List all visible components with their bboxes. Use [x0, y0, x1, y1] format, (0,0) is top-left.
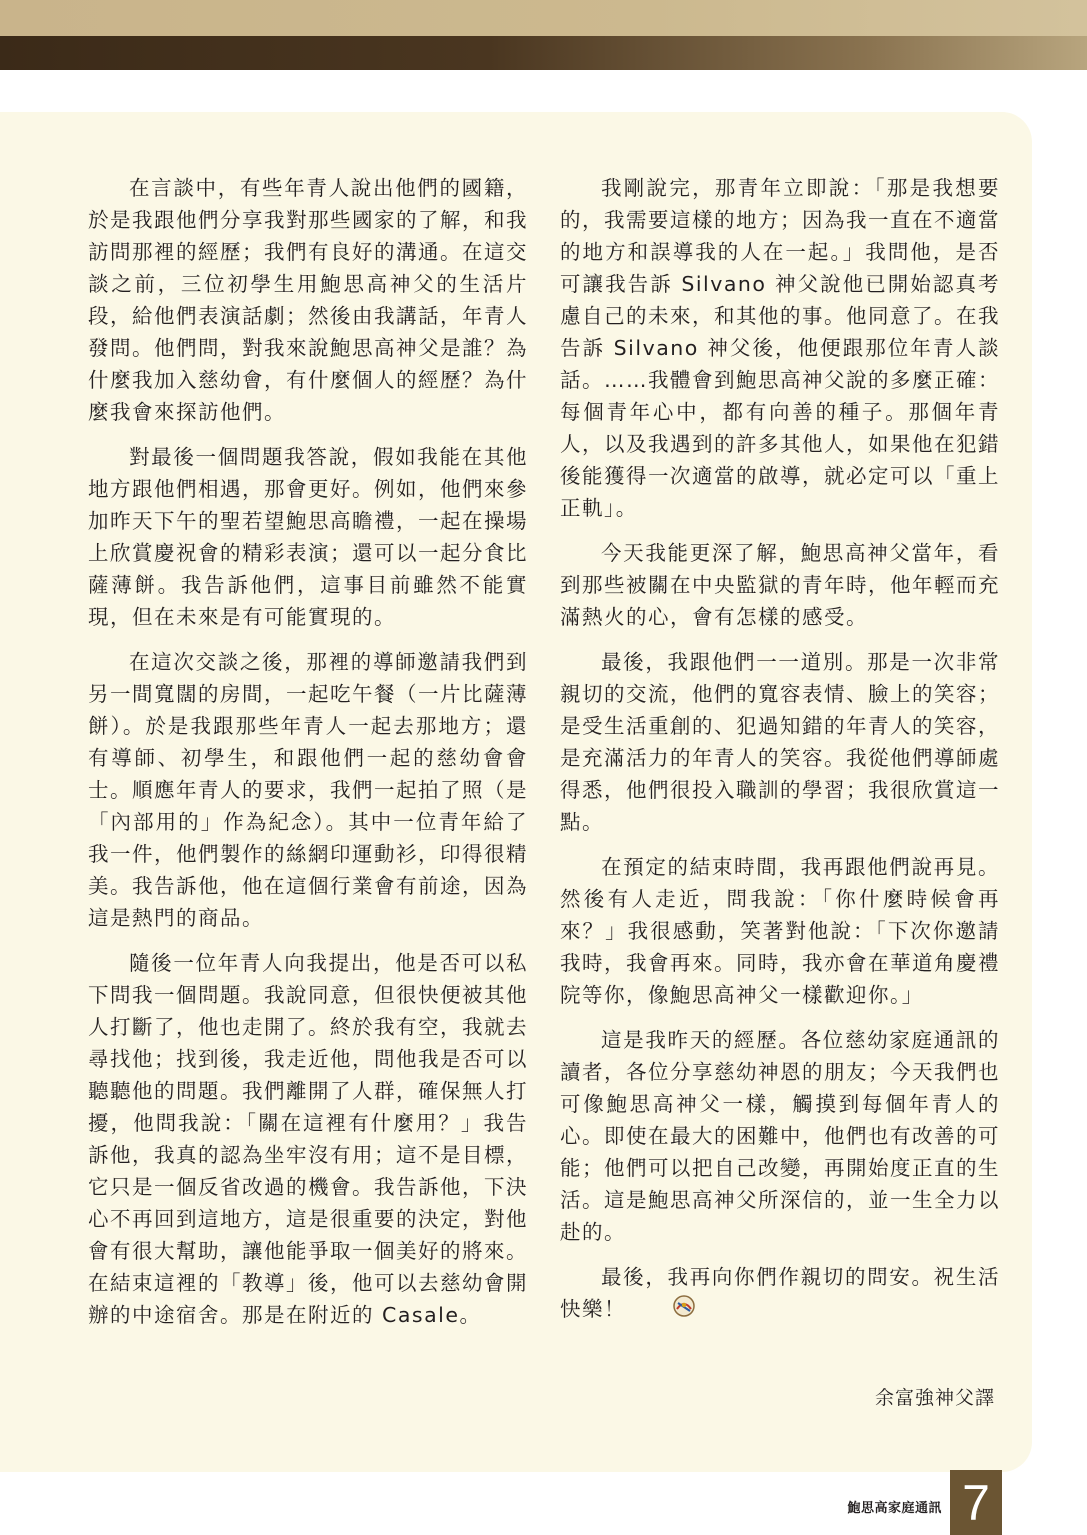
salesian-emblem-icon: [630, 1294, 697, 1327]
article-column-right: [560, 172, 1000, 1340]
publication-title: 鮑思高家庭通訊: [847, 1501, 942, 1516]
paragraph: 這是我昨天的經歷。各位慈幼家庭通訊的讀者，各位分享慈幼神恩的朋友；今天我們也可像鮑思高神父一樣，觸摸到每個年青人的心。即使在最大的困難中，他們也有改善的可能；他們可以把自己改變，再開始度正直的生活。這是鮑思高神父所深信的，並一生全力以赴的。: [560, 1028, 1000, 1244]
paragraph: 今天我能更深了解，鮑思高神父當年，看到那些被關在中央監獄的青年時，他年輕而充滿熱火的心，會有怎樣的感受。: [560, 541, 1000, 629]
paragraph: 在言談中，有些年青人說出他們的國籍，於是我跟他們分享我對那些國家的了解，和我訪問那裡的經歷；我們有良好的溝通。在這交談之前，三位初學生用鮑思高神父的生活片段，給他們表演話劇；然後由我講話，年青人發問。他們問，對我來說鮑思高神父是誰？為什麼我加入慈幼會，有什麼個人的經歷？為什麼我會來探訪他們。: [88, 176, 528, 424]
page-number: 7: [950, 1470, 1002, 1535]
paragraph: 我剛說完，那青年立即說：「那是我想要的，我需要這樣的地方；因為我一直在不適當的地方和誤導我的人在一起。」我問他，是否可讓我告訴 Silvano 神父說他已開始認真考慮自己的未來，和其他的事。他同意了。在我告訴 Silvano 神父後，他便跟那位年青人談話。……我體會到鮑思高神父說的多麼正確：每個青年心中，都有向善的種子。那個年青人，以及我遇到的許多其他人，如果他在犯錯後能獲得一次適當的啟導，就必定可以「重上正軌」。: [560, 176, 1000, 520]
article-column-left: [88, 172, 528, 1344]
paragraph: 隨後一位年青人向我提出，他是否可以私下問我一個問題。我說同意，但很快便被其他人打斷了，他也走開了。終於我有空，我就去尋找他；找到後，我走近他，問他我是否可以聽聽他的問題。我們離開了人群，確保無人打擾，他問我說：「關在這裡有什麼用？」我告訴他，我真的認為坐牢沒有用；這不是目標，它只是一個反省改過的機會。我告訴他，下決心不再回到這地方，這是很重要的決定，對他會有很大幫助，讓他能爭取一個美好的將來。在結束這裡的「教導」後，他可以去慈幼會開辦的中途宿舍。那是在附近的 Casale。: [88, 951, 528, 1327]
closing-text: 最後，我再向你們作親切的問安。祝生活快樂！: [560, 1265, 1000, 1321]
header-band-dark: [0, 36, 1087, 70]
paragraph: 在這次交談之後，那裡的導師邀請我們到另一間寬闊的房間，一起吃午餐（一片比薩薄餅）。於是我跟那些年青人一起去那地方；還有導師、初學生，和跟他們一起的慈幼會會士。順應年青人的要求，我們一起拍了照（是「內部用的」作為紀念）。其中一位青年給了我一件，他們製作的絲網印運動衫，印得很精美。我告訴他，他在這個行業會有前途，因為這是熱門的商品。: [88, 650, 528, 930]
header-band-light: [0, 0, 1087, 36]
paragraph: 最後，我跟他們一一道別。那是一次非常親切的交流，他們的寬容表情、臉上的笑容；是受生活重創的、犯過知錯的年青人的笑容，是充滿活力的年青人的笑容。我從他們導師處得悉，他們很投入職訓的學習；我很欣賞這一點。: [560, 650, 1000, 834]
translator-credit: 余富強神父譯: [874, 1387, 995, 1409]
closing-paragraph: [560, 1261, 1000, 1327]
paragraph: 在預定的結束時間，我再跟他們說再見。然後有人走近，問我說：「你什麼時候會再來？」我很感動，笑著對他說：「下次你邀請我時，我會再來。同時，我亦會在華道角慶禮院等你，像鮑思高神父一樣歡迎你。」: [560, 855, 1000, 1007]
paragraph: 對最後一個問題我答說，假如我能在其他地方跟他們相遇，那會更好。例如，他們來參加昨天下午的聖若望鮑思高瞻禮，一起在操場上欣賞慶祝會的精彩表演；還可以一起分食比薩薄餅。我告訴他們，這事目前雖然不能實現，但在未來是有可能實現的。: [88, 445, 528, 629]
